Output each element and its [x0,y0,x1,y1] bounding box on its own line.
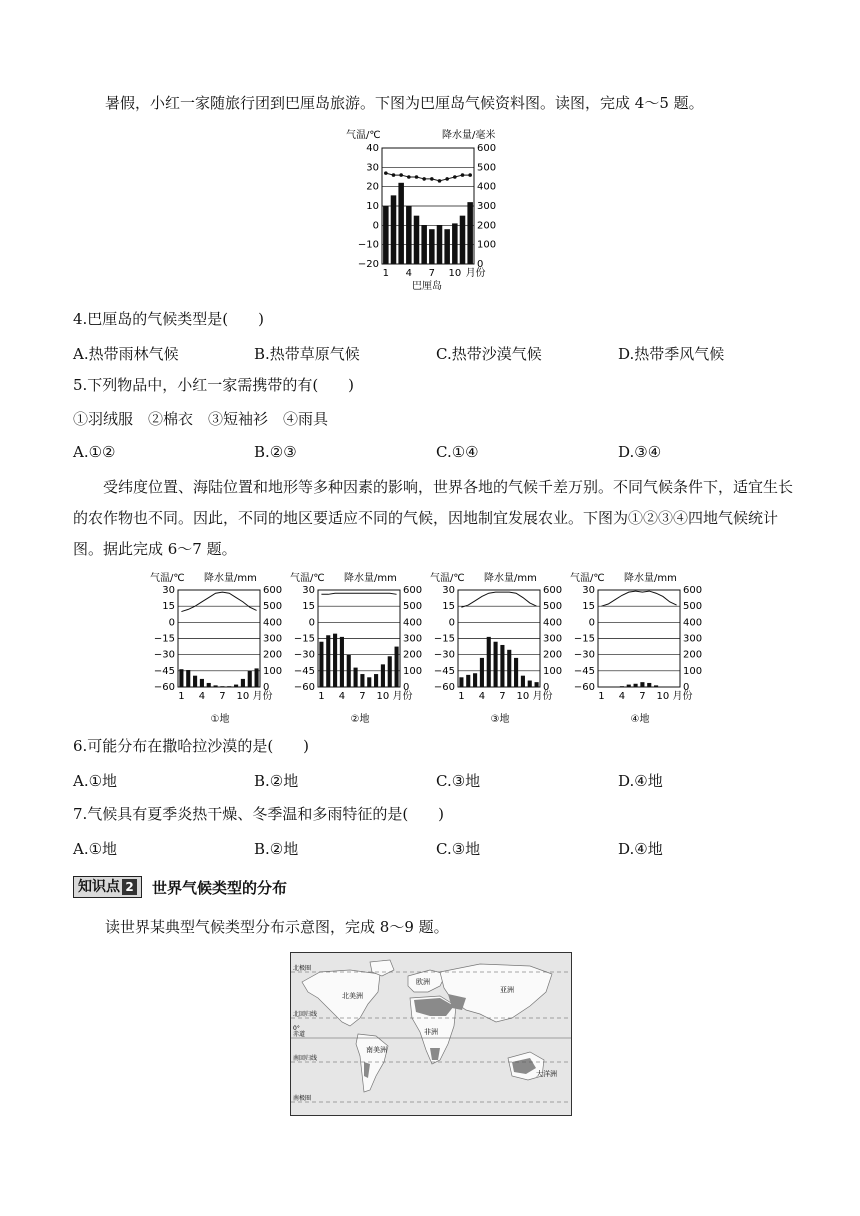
label-africa: 非洲 [424,1028,438,1036]
temperature-point [453,175,457,179]
temperature-line [461,592,536,607]
right-tick-label: 400 [683,617,703,629]
x-tick-label: 1 [382,268,390,279]
precip-axis-label: 降水量/mm [344,573,397,584]
intro-paragraph-1: 暑假，小红一家随旅行团到巴厘岛旅游。下图为巴厘岛气候资料图。读图，完成 4～5 题。 [105,94,704,112]
precip-bar [429,229,435,264]
precip-bar [360,674,364,687]
precip-bar [466,675,470,687]
left-tick-label: −45 [293,665,315,677]
left-tick-label: 30 [302,585,315,596]
right-tick-label: 400 [477,181,497,193]
precip-bar [220,686,224,687]
precip-bar [248,671,252,687]
label-equator: 赤道 [293,1031,306,1038]
x-tick-label: 10 [516,691,530,702]
q4-option-d[interactable]: D.热带季风气候 [618,345,725,363]
climate-chart-3 [430,571,562,725]
left-tick-label: −15 [293,633,315,645]
precip-bar [333,634,337,687]
right-tick-label: 300 [263,633,283,645]
precip-bar [241,679,245,687]
precip-bar [340,637,344,687]
left-tick-label: −60 [573,682,595,693]
left-tick-label: 0 [308,617,315,629]
q4-option-c[interactable]: C.热带沙漠气候 [436,345,542,363]
precip-bar [395,647,399,687]
label-antarctic-circle: 南极圈 [293,1095,312,1102]
precip-bar [255,668,259,687]
precip-bar [383,206,389,264]
label-asia: 亚洲 [500,986,514,994]
label-arctic-circle: 北极圈 [293,965,312,972]
question-5-stem: 5.下列物品中，小红一家需携带的有( ) [73,376,355,394]
x-tick-label: 7 [428,268,436,279]
precip-bar [444,229,450,264]
climate-chart-2 [290,571,422,725]
temperature-point [468,173,472,177]
q5-option-a[interactable]: A.①② [73,443,116,461]
precip-bar [487,637,491,687]
x-unit-label: 月份 [252,691,273,702]
precip-bar [421,225,427,264]
right-tick-label: 200 [477,220,497,232]
left-tick-label: −15 [573,633,595,645]
temp-axis-label: 气温/℃ [150,573,185,584]
label-south-america: 南美洲 [366,1046,387,1054]
x-tick-label: 7 [359,691,366,702]
chart-caption: ①地 [210,714,230,725]
left-tick-label: −30 [573,649,595,661]
precip-bar [437,225,443,264]
temperature-line [386,173,470,181]
chart-caption: ③地 [490,714,510,725]
temperature-point [461,173,465,177]
right-tick-label: 0 [543,682,550,693]
right-tick-label: 100 [543,665,563,677]
x-tick-label: 7 [499,691,506,702]
left-tick-label: −30 [433,649,455,661]
right-tick-label: 200 [683,649,703,661]
left-tick-label: −30 [153,649,175,661]
question-5-items: ①羽绒服 ②棉衣 ③短袖衫 ④雨具 [73,410,329,428]
precip-bar [200,679,204,687]
left-tick-label: −45 [433,665,455,677]
temp-axis-label: 气温/℃ [430,573,465,584]
right-tick-label: 300 [543,633,563,645]
right-tick-label: 0 [403,682,410,693]
q7-option-d[interactable]: D.④地 [618,840,663,858]
q6-option-c[interactable]: C.③地 [436,772,481,790]
precip-axis-label: 降水量/毫米 [442,130,496,141]
precip-bar [514,658,518,687]
left-tick-label: −15 [433,633,455,645]
precip-bar [480,658,484,687]
right-tick-label: 100 [477,239,497,251]
temperature-point [384,171,388,175]
label-north-america: 北美洲 [342,992,363,1000]
precip-bar [374,674,378,687]
world-climate-map [290,952,572,1116]
right-tick-label: 600 [683,585,703,596]
temperature-point [415,175,419,179]
precip-bar [460,216,466,264]
q6-option-d[interactable]: D.④地 [618,772,663,790]
temperature-point [407,175,411,179]
left-tick-label: 15 [302,601,315,613]
precip-bar [459,677,463,687]
x-tick-label: 4 [198,691,206,702]
x-tick-label: 4 [338,691,346,702]
chart-caption: ④地 [630,714,650,725]
left-tick-label: 15 [582,601,595,613]
precip-bar [398,183,404,264]
intro-paragraph-2: 受纬度位置、海陆位置和地形等多种因素的影响，世界各地的气候千差万别。不同气候条件下，适宜生长的农作物也不同。因此，不同的地区要适应不同的气候，因地制宜发展农业。下图为①②③④四地气候统计图。据此完成 6～7 题。 [73,478,794,558]
temperature-point [422,177,426,181]
left-tick-label: −60 [433,682,455,693]
precip-bar [528,681,532,687]
knowledge-tag-label: 知识点 [78,879,120,895]
x-tick-label: 10 [656,691,670,702]
q7-option-c[interactable]: C.③地 [436,840,481,858]
chart-caption: ②地 [350,714,370,725]
left-tick-label: 0 [588,617,595,629]
q4-option-b[interactable]: B.热带草原气候 [254,345,360,363]
label-tropic-capricorn: 南回归线 [293,1055,318,1062]
precip-bar [634,684,638,687]
precip-bar [473,673,477,687]
x-tick-label: 4 [405,268,413,279]
knowledge-tag [73,876,142,898]
right-tick-label: 600 [403,585,423,596]
temperature-point [438,179,442,183]
precip-bar [381,664,385,687]
right-tick-label: 600 [543,585,563,596]
left-tick-label: −30 [293,649,315,661]
x-tick-label: 4 [618,691,626,702]
temperature-point [392,173,396,177]
right-tick-label: 500 [403,601,423,613]
left-tick-label: −10 [357,239,379,251]
precip-bar [467,202,473,264]
q5-option-b[interactable]: B.②③ [254,443,297,461]
q7-option-b[interactable]: B.②地 [254,840,299,858]
precip-bar [367,677,371,687]
left-tick-label: −15 [153,633,175,645]
precip-bar [227,686,231,687]
right-tick-label: 400 [543,617,563,629]
label-zero-meridian: 0° [293,1025,300,1032]
right-tick-label: 200 [543,649,563,661]
left-tick-label: 0 [372,220,379,232]
right-tick-label: 600 [263,585,283,596]
x-tick-label: 7 [219,691,226,702]
left-tick-label: 0 [168,617,175,629]
question-7-stem: 7.气候具有夏季炎热干燥、冬季温和多雨特征的是( ) [73,805,445,823]
right-tick-label: 0 [477,259,484,270]
precip-axis-label: 降水量/mm [484,573,537,584]
x-unit-label: 月份 [532,691,553,702]
precip-bar [207,683,211,687]
right-tick-label: 100 [263,665,283,677]
precip-bar [521,676,525,687]
right-tick-label: 500 [683,601,703,613]
climate-chart-1 [150,571,282,725]
right-tick-label: 200 [403,649,423,661]
x-tick-label: 1 [178,691,185,702]
precip-bar [494,642,498,687]
precip-bar [326,635,330,687]
precip-bar [452,223,458,264]
x-tick-label: 10 [448,268,462,279]
x-tick-label: 1 [458,691,465,702]
temp-axis-label: 气温/℃ [570,573,605,584]
precip-bar [214,685,218,687]
temp-axis-label: 气温/℃ [290,573,325,584]
q5-option-c[interactable]: C.①④ [436,443,479,461]
x-unit-label: 月份 [672,691,693,702]
question-4-stem: 4.巴厘岛的气候类型是( ) [73,310,265,328]
four-climate-charts [140,570,703,730]
right-tick-label: 300 [683,633,703,645]
x-unit-label: 月份 [465,268,486,279]
left-tick-label: 0 [448,617,455,629]
precip-bar [354,668,358,687]
temperature-line [321,593,396,594]
right-tick-label: 300 [403,633,423,645]
climate-chart-4 [570,571,702,725]
precip-bar [234,685,238,687]
bali-climate-chart [340,126,520,298]
precip-axis-label: 降水量/mm [624,573,677,584]
left-tick-label: 10 [366,201,379,212]
x-tick-label: 7 [639,691,646,702]
precip-bar [406,206,412,264]
precip-bar [654,685,658,687]
right-tick-label: 600 [477,143,497,154]
left-tick-label: 30 [162,585,175,596]
left-tick-label: 20 [366,181,379,193]
left-tick-label: 30 [442,585,455,596]
right-tick-label: 0 [263,682,270,693]
right-tick-label: 500 [263,601,283,613]
temperature-point [399,173,403,177]
question-6-stem: 6.可能分布在撒哈拉沙漠的是( ) [73,737,310,755]
temperature-point [430,177,434,181]
right-tick-label: 500 [543,601,563,613]
left-tick-label: −45 [573,665,595,677]
left-tick-label: −20 [357,259,379,270]
precip-bar [179,669,183,687]
right-tick-label: 300 [477,201,497,212]
chart-caption: 巴厘岛 [412,281,442,292]
right-tick-label: 200 [263,649,283,661]
precip-bar [620,686,624,687]
precip-bar [647,683,651,687]
precip-bar [319,642,323,687]
label-europe: 欧洲 [416,978,430,986]
left-tick-label: 30 [582,585,595,596]
temperature-point [445,177,449,181]
intro-paragraph-3: 读世界某典型气候类型分布示意图，完成 8～9 题。 [105,918,449,936]
right-tick-label: 400 [403,617,423,629]
x-tick-label: 10 [236,691,250,702]
x-tick-label: 1 [598,691,605,702]
q6-option-b[interactable]: B.②地 [254,772,299,790]
x-unit-label: 月份 [392,691,413,702]
precip-bar [193,676,197,687]
temp-axis-label: 气温/℃ [346,130,381,141]
precip-bar [347,655,351,687]
temperature-line [601,591,676,606]
precip-axis-label: 降水量/mm [204,573,257,584]
left-tick-label: −45 [153,665,175,677]
precip-bar [640,682,644,687]
right-tick-label: 500 [477,162,497,174]
precip-bar [388,656,392,687]
precip-bar [500,645,504,687]
left-tick-label: 30 [366,162,379,174]
knowledge-title: 世界气候类型的分布 [152,878,288,897]
left-tick-label: 15 [442,601,455,613]
precip-bar [627,685,631,687]
x-tick-label: 10 [376,691,390,702]
knowledge-tag-number: 2 [122,879,137,895]
right-tick-label: 0 [683,682,690,693]
q4-option-a[interactable]: A.热带雨林气候 [73,345,179,363]
right-tick-label: 100 [403,665,423,677]
left-tick-label: 40 [366,143,379,154]
right-tick-label: 400 [263,617,283,629]
x-tick-label: 4 [478,691,486,702]
precip-bar [507,650,511,687]
q7-option-a[interactable]: A.①地 [73,840,118,858]
q6-option-a[interactable]: A.①地 [73,772,118,790]
label-oceania: 大洋洲 [536,1070,557,1078]
left-tick-label: −60 [293,682,315,693]
precip-bar [391,195,397,264]
left-tick-label: 15 [162,601,175,613]
x-tick-label: 1 [318,691,325,702]
precip-bar [414,216,420,264]
q5-option-d[interactable]: D.③④ [618,443,662,461]
knowledge-point-header [73,876,287,898]
label-tropic-cancer: 北回归线 [293,1011,318,1018]
precip-bar [535,682,539,687]
temperature-line [181,592,256,611]
right-tick-label: 100 [683,665,703,677]
precip-bar [186,670,190,687]
left-tick-label: −60 [153,682,175,693]
